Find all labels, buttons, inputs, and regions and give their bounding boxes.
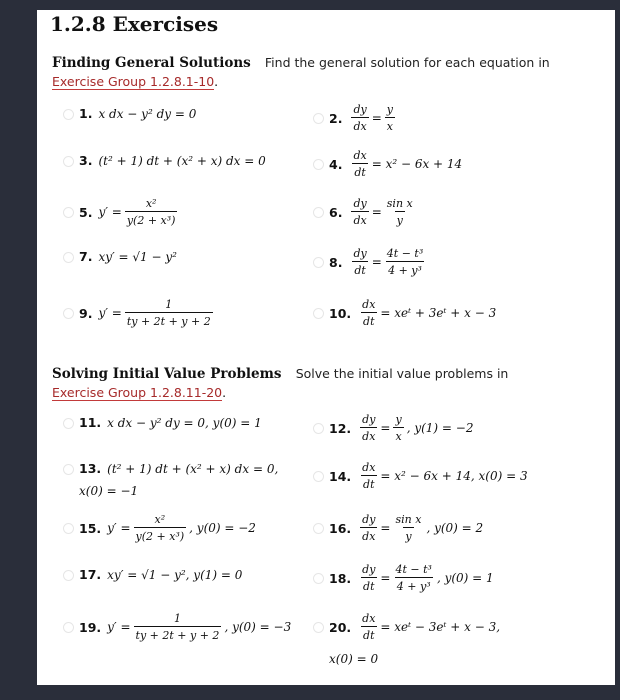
section-description: Find the general solution for each equation in [264,55,550,70]
exercise-checkbox[interactable] [313,622,324,633]
exercise-20-condition: x(0) = 0 [329,652,379,666]
exercise-15[interactable]: 15. y′ = $\frac{\text{x²}}{\text{y(2 + x³)}}$ , y(0) = −2 [79,513,256,543]
exercise-checkbox[interactable] [63,109,74,120]
section-initial-value-problems: Solving Initial Value Problems Solve the initial value problems in Exercise Group 1.2.8.11-20. [52,366,509,400]
exercise-1[interactable]: 1. x dx − y² dy = 0 [79,106,196,121]
exercise-checkbox[interactable] [63,207,74,218]
exercise-checkbox[interactable] [63,464,74,475]
exercise-14[interactable]: 14. $\frac{dx}{dt}$ = x² − 6x + 14, x(0) = 3 [329,461,528,491]
exercise-checkbox[interactable] [63,622,74,633]
exercise-checkbox[interactable] [313,207,324,218]
exercise-checkbox[interactable] [63,308,74,319]
exercise-13[interactable]: 13. (t² + 1) dt + (x² + x) dx = 0, [79,461,278,476]
exercise-group-link[interactable]: Exercise Group 1.2.8.11-20 [52,385,223,400]
exercise-page [37,10,615,685]
exercise-7[interactable]: 7. xy′ = √1 − y² [79,249,177,264]
exercise-2[interactable]: 2. $\frac{dy}{dx}$ = $\frac{y}{x}$ [329,103,398,133]
exercise-16[interactable]: 16. $\frac{dy}{dx}$ = $\frac{\text{sin x}}{y}$ , y(0) = 2 [329,513,483,543]
exercise-checkbox[interactable] [313,471,324,482]
section-description: Solve the initial value problems in [295,366,509,381]
exercise-9[interactable]: 9. y′ = $\frac{1}{ty + 2t + y + 2}$ [79,298,216,328]
exercise-group-link[interactable]: Exercise Group 1.2.8.1-10 [52,74,215,89]
exercise-19[interactable]: 19. y′ = $\frac{1}{ty + 2t + y + 2}$ , y(0) = −3 [79,612,291,642]
exercise-5[interactable]: 5. y′ = $\frac{\text{x²}}{\text{y(2 + x³)}}$ [79,197,180,227]
exercise-checkbox[interactable] [63,418,74,429]
exercise-checkbox[interactable] [63,523,74,534]
exercise-checkbox[interactable] [313,423,324,434]
exercise-8[interactable]: 8. $\frac{dy}{dt}$ = $\frac{\text{4t − t³}}{\text{4 + y³}}$ [329,247,428,277]
exercise-12[interactable]: 12. $\frac{dy}{dx}$ = $\frac{y}{x}$ , y(1) = −2 [329,413,473,443]
exercise-checkbox[interactable] [63,570,74,581]
exercise-13-condition: x(0) = −1 [79,484,139,498]
exercise-checkbox[interactable] [313,573,324,584]
page-title: 1.2.8 Exercises [50,12,219,36]
exercise-17[interactable]: 17. xy′ = √1 − y², y(1) = 0 [79,567,242,582]
exercise-20[interactable]: 20. $\frac{dx}{dt}$ = xeᵗ − 3eᵗ + x − 3, [329,612,500,642]
exercise-10[interactable]: 10. $\frac{dx}{dt}$ = xeᵗ + 3eᵗ + x − 3 [329,298,496,328]
exercise-checkbox[interactable] [313,113,324,124]
exercise-11[interactable]: 11. x dx − y² dy = 0, y(0) = 1 [79,415,262,430]
section-title: Solving Initial Value Problems [52,366,282,382]
exercise-checkbox[interactable] [313,308,324,319]
exercise-checkbox[interactable] [313,257,324,268]
section-general-solutions: Finding General Solutions Find the general solution for each equation in Exercise Group 1.2.8.1-10. [52,55,550,89]
exercise-4[interactable]: 4. $\frac{dx}{dt}$ = x² − 6x + 14 [329,149,462,179]
exercise-3[interactable]: 3. (t² + 1) dt + (x² + x) dx = 0 [79,153,266,168]
exercise-checkbox[interactable] [63,156,74,167]
exercise-18[interactable]: 18. $\frac{dy}{dt}$ = $\frac{\text{4t − t³}}{\text{4 + y³}}$ , y(0) = 1 [329,563,494,593]
exercise-6[interactable]: 6. $\frac{dy}{dx}$ = $\frac{\text{sin x}}{y}$ [329,197,418,227]
exercise-checkbox[interactable] [63,252,74,263]
exercise-checkbox[interactable] [313,159,324,170]
exercise-checkbox[interactable] [313,523,324,534]
section-title: Finding General Solutions [52,55,251,71]
